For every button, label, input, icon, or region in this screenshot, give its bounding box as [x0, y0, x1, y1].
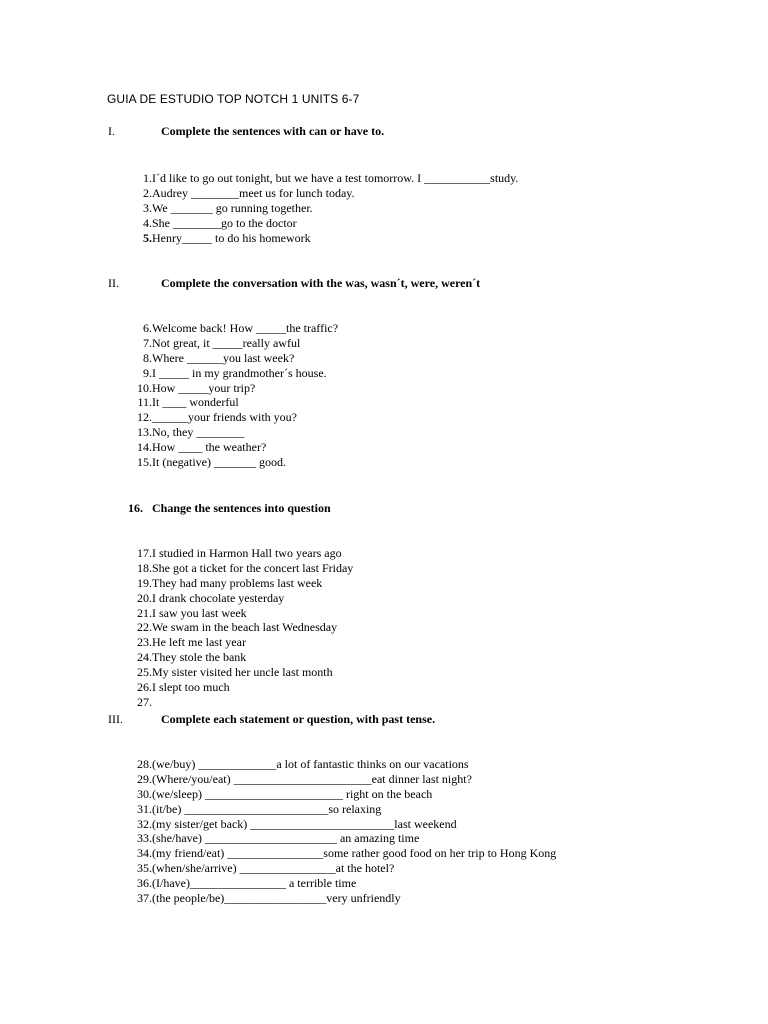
- page-title: GUIA DE ESTUDIO TOP NOTCH 1 UNITS 6-7: [107, 92, 360, 106]
- list-item: 3. We _______ go running together.: [143, 200, 313, 215]
- list-item: 10. How _____your trip?: [137, 380, 256, 395]
- list-item: 31. (it/be) ________________________so relaxing: [137, 801, 382, 816]
- list-item: 21. I saw you last week: [137, 605, 247, 620]
- exercise-list-2: [120, 321, 339, 470]
- list-item: 9. I _____ in my grandmother´s house.: [143, 365, 327, 380]
- list-item: 6. Welcome back! How _____the traffic?: [143, 321, 339, 335]
- list-item: 25. My sister visited her uncle last month: [137, 665, 333, 680]
- list-item: 14. How ____ the weather?: [137, 440, 267, 455]
- list-item: 4. She ________go to the doctor: [143, 215, 297, 230]
- list-item: 29. (Where/you/eat) _______________________eat dinner last night?: [137, 771, 472, 786]
- list-item: 17. I studied in Harmon Hall two years ago: [137, 546, 342, 560]
- section-instruction: Change the sentences into question: [152, 501, 331, 515]
- section-number: I.: [108, 124, 115, 138]
- section-heading-1: [108, 124, 384, 139]
- list-item: 32. (my sister/get back) ________________________last weekend: [137, 816, 457, 831]
- list-item: 35. (when/she/arrive) ________________at the hotel?: [137, 861, 395, 876]
- section-number: II.: [108, 276, 119, 290]
- list-item: 19. They had many problems last week: [137, 575, 323, 590]
- list-item: 7. Not great, it _____really awful: [143, 335, 301, 350]
- list-item: 37. (the people/be)_________________very unfriendly: [137, 891, 401, 906]
- list-item: 8. Where ______you last week?: [143, 350, 295, 365]
- list-item: 36. (I/have)________________ a terrible time: [137, 876, 357, 891]
- list-item: 28. (we/buy) _____________a lot of fantastic thinks on our vacations: [137, 757, 469, 771]
- list-item: 13. No, they ________: [137, 425, 245, 440]
- list-item: 2. Audrey ________meet us for lunch today.: [143, 185, 355, 200]
- list-item: 18. She got a ticket for the concert last Friday: [137, 560, 354, 575]
- list-item: 22. We swam in the beach last Wednesday: [137, 620, 338, 635]
- list-item: 26. I slept too much: [137, 680, 230, 695]
- list-item: 33. (she/have) ______________________ an amazing time: [137, 831, 420, 846]
- exercise-list-4: [120, 757, 557, 906]
- list-item: 27.: [137, 694, 152, 709]
- section-instruction: Complete the sentences with can or have to.: [161, 124, 385, 138]
- list-item: 1. I´d like to go out tonight, but we have a test tomorrow. I ___________study.: [143, 171, 519, 185]
- exercise-list-1: [120, 171, 519, 245]
- list-item: 12. ______your friends with you?: [137, 410, 297, 425]
- list-item: 11. It ____ wonderful: [137, 395, 239, 410]
- section-number: 16.: [128, 501, 143, 515]
- exercise-list-3: [120, 546, 354, 710]
- list-item: 20. I drank chocolate yesterday: [137, 590, 285, 605]
- list-item: 34. (my friend/eat) ________________some rather good food on her trip to Hong Kong: [137, 846, 557, 861]
- section-instruction: Complete the conversation with the was, wasn´t, were, weren´t: [161, 276, 481, 290]
- list-item: 23. He left me last year: [137, 635, 246, 650]
- section-heading-2: [108, 276, 480, 291]
- section-heading-3: [108, 712, 435, 727]
- section-number: III.: [108, 712, 123, 726]
- list-item: 15. It (negative) _______ good.: [137, 455, 286, 470]
- list-item: 24. They stole the bank: [137, 650, 247, 665]
- section-instruction: Complete each statement or question, with past tense.: [161, 712, 436, 726]
- list-item: 30. (we/sleep) _______________________ right on the beach: [137, 786, 433, 801]
- list-item: 5. Henry_____ to do his homework: [143, 230, 311, 245]
- section-heading-16: [128, 501, 331, 516]
